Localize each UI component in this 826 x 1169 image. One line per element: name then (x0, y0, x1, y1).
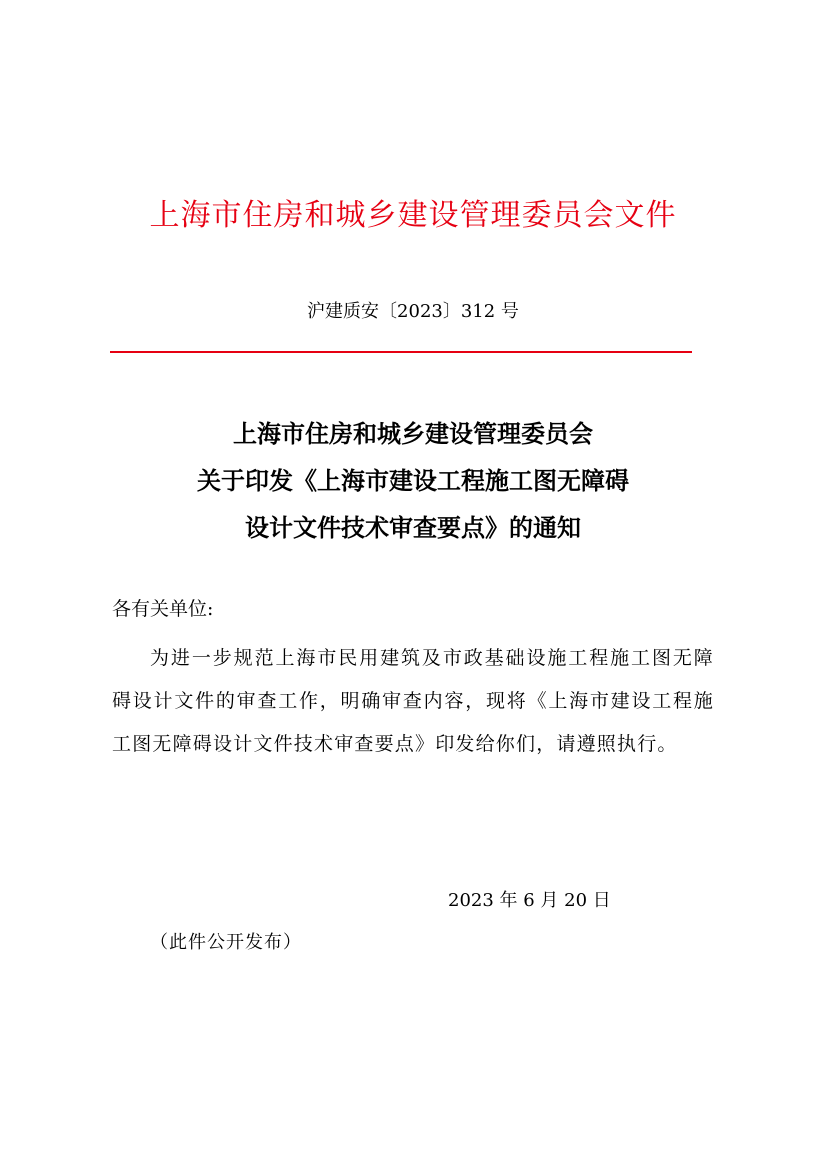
document-number: 沪建质安〔2023〕312 号 (307, 301, 519, 322)
title-line-3: 设计文件技术审查要点》的通知 (245, 513, 581, 542)
salutation: 各有关单位: (112, 598, 214, 620)
issue-date: 2023 年 6 月 20 日 (448, 890, 611, 911)
document-title (0, 410, 826, 551)
title-line-2: 关于印发《上海市建设工程施工图无障碍 (197, 466, 629, 495)
body-paragraph: 为进一步规范上海市民用建筑及市政基础设施工程施工图无障碍设计文件的审查工作，明确审查内容，现将《上海市建设工程施工图无障碍设计文件技术审查要点》印发给你们，请遵照执行。 (112, 647, 714, 755)
red-divider-line (110, 351, 692, 353)
title-line-1: 上海市住房和城乡建设管理委员会 (233, 419, 593, 448)
publication-note: （此件公开发布） (150, 932, 302, 953)
issuer-header: 上海市住房和城乡建设管理委员会文件 (149, 198, 677, 233)
